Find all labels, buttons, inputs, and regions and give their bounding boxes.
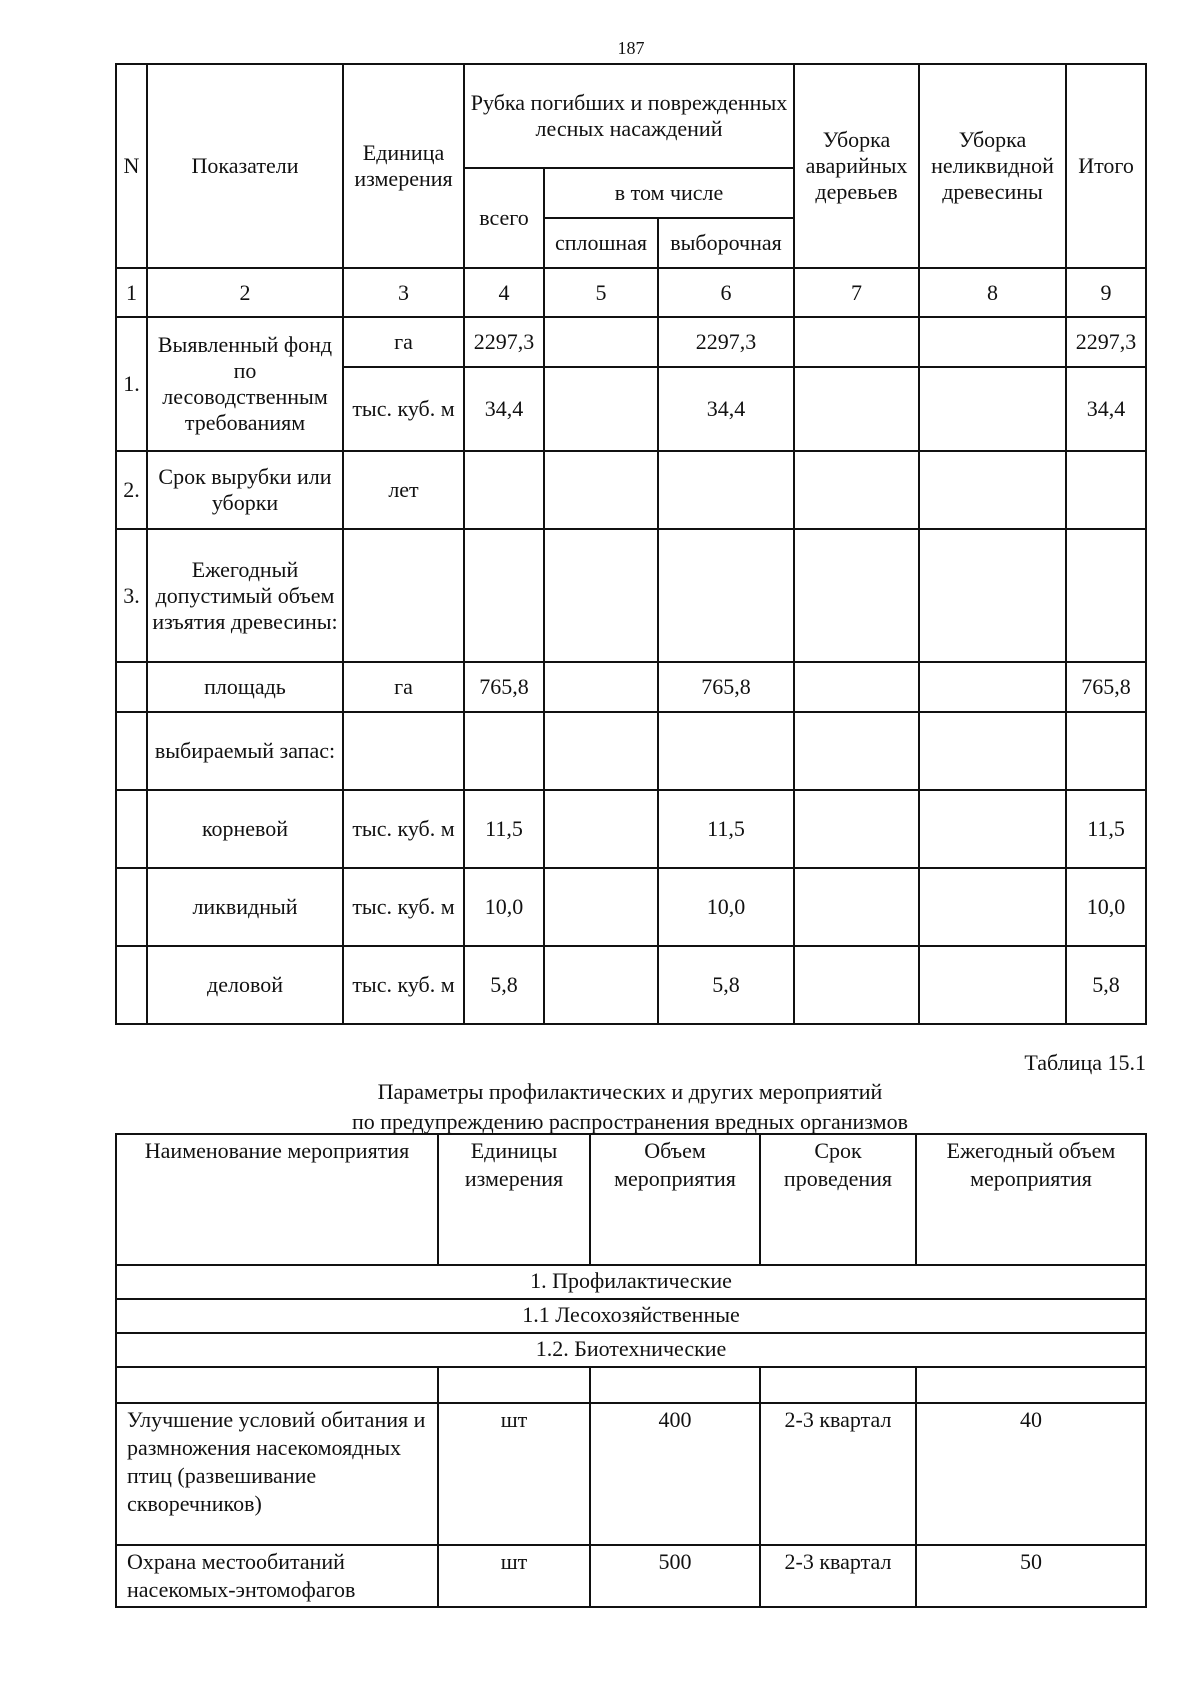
cell-unmarketable [919, 790, 1066, 868]
cell-clear [544, 712, 658, 790]
colnum: 5 [544, 268, 658, 317]
cell-total: 765,8 [464, 662, 544, 712]
row-unit [343, 529, 464, 662]
cell-selective: 765,8 [658, 662, 794, 712]
table-row [116, 317, 1146, 367]
row-number [116, 662, 147, 712]
row-number [116, 946, 147, 1024]
row-name: корневой [147, 790, 343, 868]
cell-unmarketable [919, 662, 1066, 712]
head-unit: Единица измерения [343, 64, 464, 268]
cell-emergency [794, 790, 919, 868]
row-unit: тыс. куб. м [343, 790, 464, 868]
cell-total: 10,0 [464, 868, 544, 946]
empty-cell [760, 1367, 916, 1403]
measure-name: Охрана местообитаний насекомых-энтомофагов [116, 1545, 438, 1607]
cell-emergency [794, 529, 919, 662]
cell-total: 34,4 [464, 367, 544, 451]
table-row [116, 712, 1146, 790]
table-row [116, 1403, 1146, 1545]
cell-total [464, 451, 544, 529]
cell-clear [544, 367, 658, 451]
row-name: деловой [147, 946, 343, 1024]
measure-name: Улучшение условий обитания и размножения насекомоядных птиц (развешивание скворечников) [116, 1403, 438, 1545]
cell-clear [544, 662, 658, 712]
cell-itogo: 11,5 [1066, 790, 1146, 868]
cell-clear [544, 868, 658, 946]
colnum: 7 [794, 268, 919, 317]
cell-itogo [1066, 712, 1146, 790]
row-name: Срок вырубки или уборки [147, 451, 343, 529]
row-unit: тыс. куб. м [343, 868, 464, 946]
cell-itogo: 10,0 [1066, 868, 1146, 946]
cell-emergency [794, 868, 919, 946]
measure-annual: 40 [916, 1403, 1146, 1545]
measures-table [115, 1133, 1147, 1608]
cell-emergency [794, 946, 919, 1024]
table-row [116, 1545, 1146, 1607]
header-row [116, 1134, 1146, 1265]
row-unit: тыс. куб. м [343, 367, 464, 451]
cell-clear [544, 790, 658, 868]
colnum: 9 [1066, 268, 1146, 317]
head-indicators: Показатели [147, 64, 343, 268]
cell-emergency [794, 451, 919, 529]
cell-itogo: 34,4 [1066, 367, 1146, 451]
section-heading: 1.1 Лесохозяйственные [116, 1299, 1146, 1333]
row-name: площадь [147, 662, 343, 712]
cell-total [464, 529, 544, 662]
cell-unmarketable [919, 529, 1066, 662]
table-title-line: Параметры профилактических и других мероприятий [377, 1079, 883, 1104]
head-total: всего [464, 168, 544, 268]
row-number: 3. [116, 529, 147, 662]
cell-clear [544, 451, 658, 529]
cell-selective: 2297,3 [658, 317, 794, 367]
cell-emergency [794, 662, 919, 712]
row-number [116, 712, 147, 790]
cell-clear [544, 317, 658, 367]
column-numbers-row [116, 268, 1146, 317]
cell-selective [658, 451, 794, 529]
colnum: 8 [919, 268, 1066, 317]
colnum: 6 [658, 268, 794, 317]
table-title [115, 1077, 1145, 1137]
row-number: 2. [116, 451, 147, 529]
head-term: Срок проведения [760, 1134, 916, 1265]
measure-volume: 400 [590, 1403, 760, 1545]
cell-total: 11,5 [464, 790, 544, 868]
colnum: 4 [464, 268, 544, 317]
felling-table [115, 63, 1147, 1025]
head-unit: Единицы измерения [438, 1134, 590, 1265]
page-number: 187 [617, 38, 645, 58]
section-heading: 1.2. Биотехнические [116, 1333, 1146, 1367]
row-number: 1. [116, 317, 147, 451]
head-unmarketable: Уборка неликвидной древесины [919, 64, 1066, 268]
table-caption: Таблица 15.1 [1024, 1050, 1146, 1075]
row-number [116, 868, 147, 946]
cell-itogo [1066, 529, 1146, 662]
row-unit [343, 712, 464, 790]
measure-volume: 500 [590, 1545, 760, 1607]
measure-unit: шт [438, 1403, 590, 1545]
cell-selective: 10,0 [658, 868, 794, 946]
table-title-line: по предупреждению распространения вредных организмов [352, 1109, 908, 1134]
empty-cell [916, 1367, 1146, 1403]
empty-cell [590, 1367, 760, 1403]
cell-unmarketable [919, 317, 1066, 367]
table-row [116, 790, 1146, 868]
head-name: Наименование мероприятия [116, 1134, 438, 1265]
cell-unmarketable [919, 712, 1066, 790]
table-row [116, 946, 1146, 1024]
cell-total: 5,8 [464, 946, 544, 1024]
cell-total: 2297,3 [464, 317, 544, 367]
measure-unit: шт [438, 1545, 590, 1607]
row-name: выбираемый запас: [147, 712, 343, 790]
head-felling: Рубка погибших и поврежденных лесных насаждений [464, 64, 794, 168]
head-itogo: Итого [1066, 64, 1146, 268]
head-selective: выборочная [658, 218, 794, 268]
row-name: Ежегодный допустимый объем изъятия древесины: [147, 529, 343, 662]
row-name: Выявленный фонд по лесоводственным требованиям [147, 317, 343, 451]
table-row [116, 662, 1146, 712]
cell-selective [658, 712, 794, 790]
head-n: N [116, 64, 147, 268]
empty-cell [116, 1367, 438, 1403]
cell-emergency [794, 367, 919, 451]
colnum: 2 [147, 268, 343, 317]
row-unit: тыс. куб. м [343, 946, 464, 1024]
row-unit: га [343, 317, 464, 367]
row-unit: га [343, 662, 464, 712]
measure-term: 2-3 квартал [760, 1545, 916, 1607]
cell-emergency [794, 317, 919, 367]
cell-itogo: 2297,3 [1066, 317, 1146, 367]
head-annual: Ежегодный объем мероприятия [916, 1134, 1146, 1265]
cell-unmarketable [919, 367, 1066, 451]
table-row [116, 868, 1146, 946]
cell-unmarketable [919, 451, 1066, 529]
measure-annual: 50 [916, 1545, 1146, 1607]
measure-term: 2-3 квартал [760, 1403, 916, 1545]
cell-unmarketable [919, 868, 1066, 946]
cell-total [464, 712, 544, 790]
head-including: в том числе [544, 168, 794, 218]
cell-clear [544, 529, 658, 662]
row-name: ликвидный [147, 868, 343, 946]
cell-itogo [1066, 451, 1146, 529]
head-clear: сплошная [544, 218, 658, 268]
colnum: 3 [343, 268, 464, 317]
row-unit: лет [343, 451, 464, 529]
colnum: 1 [116, 268, 147, 317]
cell-selective [658, 529, 794, 662]
head-volume: Объем мероприятия [590, 1134, 760, 1265]
cell-selective: 34,4 [658, 367, 794, 451]
cell-unmarketable [919, 946, 1066, 1024]
cell-itogo: 5,8 [1066, 946, 1146, 1024]
table-row [116, 529, 1146, 662]
cell-selective: 11,5 [658, 790, 794, 868]
cell-emergency [794, 712, 919, 790]
cell-clear [544, 946, 658, 1024]
section-heading: 1. Профилактические [116, 1265, 1146, 1299]
empty-row [116, 1367, 1146, 1403]
row-number [116, 790, 147, 868]
empty-cell [438, 1367, 590, 1403]
table-row [116, 451, 1146, 529]
head-emergency: Уборка аварийных деревьев [794, 64, 919, 268]
cell-itogo: 765,8 [1066, 662, 1146, 712]
cell-selective: 5,8 [658, 946, 794, 1024]
